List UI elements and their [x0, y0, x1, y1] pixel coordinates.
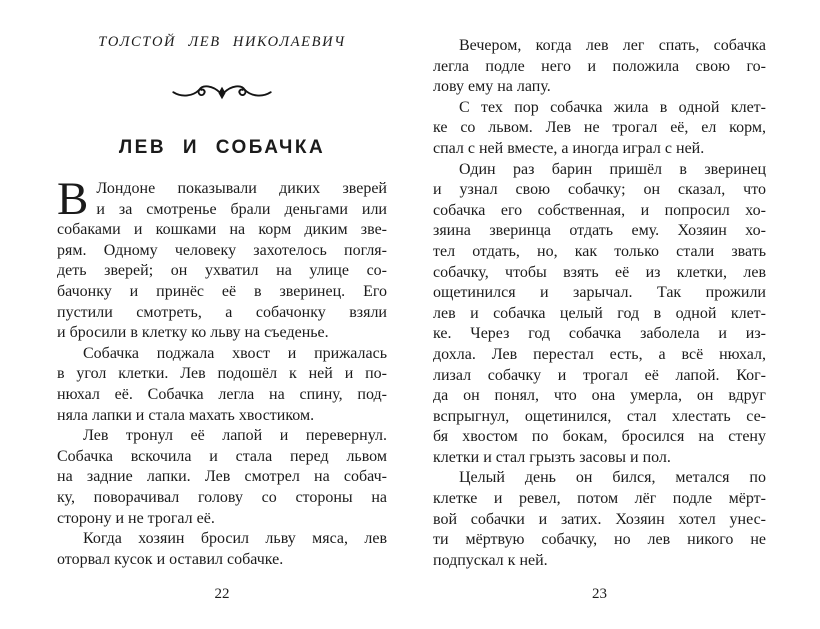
text-line: ке со львом. Лев не трогал её, ел корм,	[433, 119, 766, 137]
text-line: вой собачки и затих. Хозяин хотел унес-	[433, 510, 766, 528]
paragraph	[57, 173, 387, 344]
text-line: собачку, чтобы взять её из клетки, лев	[433, 263, 766, 281]
text-line: ку, поворачивал голову со стороны на	[57, 488, 387, 506]
text-line: и за смотренье брали деньгами или	[96, 200, 387, 218]
page-left	[57, 0, 387, 629]
text-line: на задние лапки. Лев смотрел на собач-	[57, 468, 387, 486]
text-line: тел отдать, но, как только стали звать	[433, 242, 766, 260]
fleuron-divider-icon	[57, 81, 387, 107]
text-line: легла подле него и положила свою го-	[433, 57, 766, 75]
text-line: Вечером, когда лев лег спать, собачка	[459, 37, 766, 54]
page-number-right: 23	[592, 586, 607, 602]
text-line: подпускал к ней.	[433, 551, 548, 569]
text-line: няла лапки и стала махать хвостиком.	[57, 406, 315, 424]
text-line: зяина зверинца отдать ему. Хозяин хо-	[433, 222, 766, 240]
text-line: дохла. Лев перестал есть, а всё нюхал,	[433, 345, 766, 363]
text-line: нюхал её. Собачка легла на спину, под-	[57, 385, 387, 403]
text-line: лову ему на лапу.	[433, 78, 551, 96]
text-line: и бросили в клетку ко льву на съеденье.	[57, 324, 329, 342]
text-line: деть зверей; он ухватил на улице со-	[57, 262, 387, 280]
text-line: клетке и ревел, потом лёг подле мёрт-	[433, 490, 766, 508]
page-right	[433, 0, 766, 629]
paragraph	[433, 468, 766, 571]
text-line: бачонку и принёс её в зверинец. Его	[57, 282, 387, 300]
author-header: ТОЛСТОЙ ЛЕВ НИКОЛАЕВИЧ	[98, 34, 346, 50]
text-line: Лондоне показывали диких зверей	[96, 180, 387, 197]
paragraph	[57, 344, 387, 426]
text-line: собачка его собственная, и попросил хо-	[433, 201, 766, 219]
text-line: оторвал кусок и оставил собачке.	[57, 550, 284, 568]
text-line: в угол клетки. Лев подошёл к ней и по-	[57, 365, 387, 383]
text-line: клетки и стал грызть засовы и пол.	[433, 448, 671, 466]
text-line: Целый день он бился, метался по	[459, 469, 766, 487]
text-line: собаками и кошками на корм диким зве-	[57, 221, 387, 239]
text-line: С тех пор собачка жила в одной клет-	[459, 98, 766, 116]
text-line: бя хвостом по бокам, бросился на стену	[433, 428, 766, 446]
text-line: ке. Через год собачка заболела и из-	[433, 325, 766, 343]
text-line: Собачка вскочила и стала перед львом	[57, 447, 387, 465]
page-text-right	[433, 36, 766, 571]
page-text-left	[57, 173, 387, 570]
text-line: Когда хозяин бросил льву мяса, лев	[83, 530, 387, 548]
drop-cap: В	[57, 173, 89, 225]
text-line: спал с ней вместе, а иногда играл с ней.	[433, 139, 705, 157]
text-line: пустили смотреть, а собачонку взяли	[57, 303, 387, 321]
text-line: лев и собачка целый год в одной клет-	[433, 304, 766, 322]
text-line: да он понял, что она умерла, он вдруг	[433, 387, 766, 405]
text-line: и узнал свою собачку; он сказал, что	[433, 181, 766, 199]
text-line: вспрыгнул, ощетинился, стал хлестать се-	[433, 407, 766, 425]
text-line: Один раз барин пришёл в зверинец	[459, 160, 766, 178]
text-line: ти мёртвую собачку, но лев никого не	[433, 531, 766, 549]
paragraph	[433, 36, 766, 98]
text-line: рям. Одному человеку захотелось погля-	[57, 241, 387, 259]
text-line: ощетинился и зарычал. Так прожили	[433, 284, 766, 302]
story-title: ЛЕВ И СОБАЧКА	[118, 137, 326, 158]
paragraph	[433, 160, 766, 469]
paragraph	[57, 426, 387, 529]
paragraph	[433, 98, 766, 160]
text-line: Лев тронул её лапой и перевернул.	[83, 427, 387, 445]
text-line: Собачка поджала хвост и прижалась	[83, 344, 387, 362]
text-line: лизал собачку и трогал её лапой. Ког-	[433, 366, 766, 384]
text-line: сторону и не трогал её.	[57, 509, 215, 527]
page-number-left: 22	[214, 586, 230, 602]
paragraph	[57, 529, 387, 570]
